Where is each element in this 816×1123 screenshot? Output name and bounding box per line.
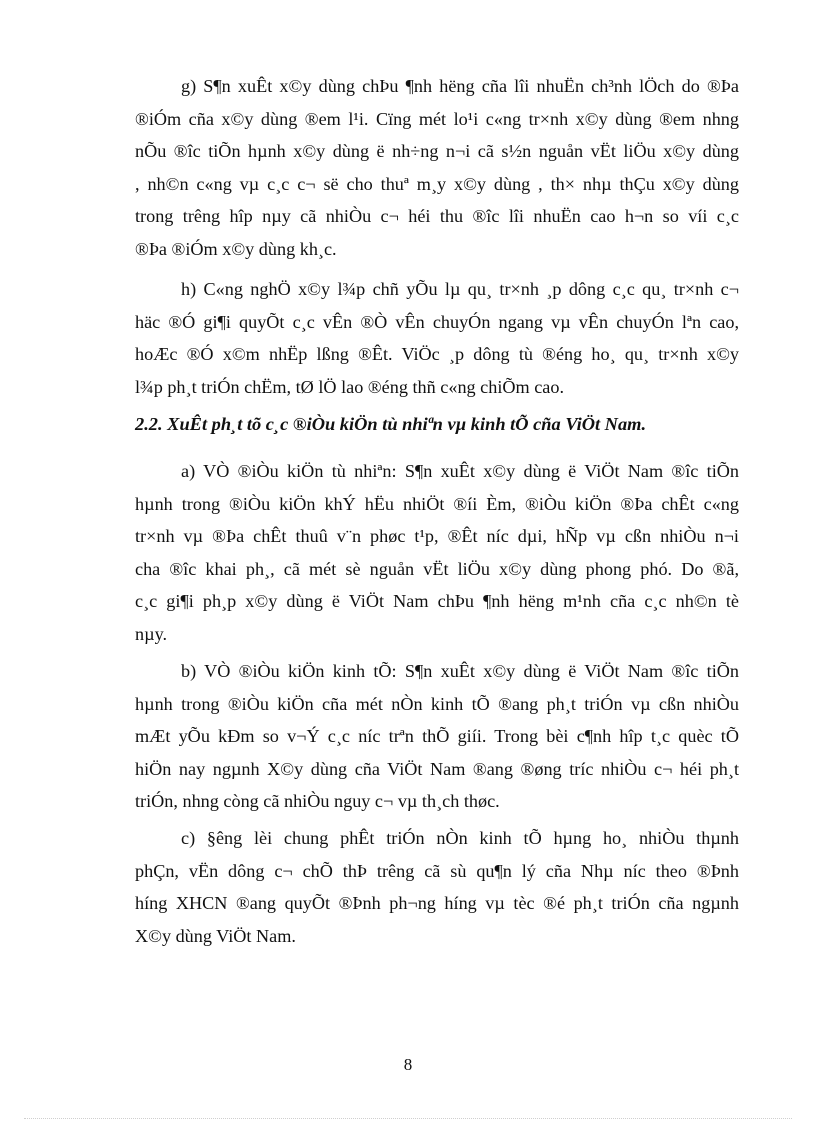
text-line: ®iÓm cña x©y dùng ®em l¹i. Cïng mét lo¹i c«ng tr×nh x©y dùng ®em nhng	[135, 108, 739, 129]
text-line: nÕu ®îc tiÕn hµnh x©y dùng ë nh÷ng n¬i cã s½n nguån vËt liÖu x©y dùng	[135, 141, 739, 162]
text-line: c) §êng lèi chung phÊt triÓn nÒn kinh tÕ hµng ho¸ nhiÒu thµnh	[181, 828, 739, 848]
text-line: hµnh trong ®iÒu kiÖn cña mét nÒn kinh tÕ ®ang ph¸t triÓn vµ cßn nhiÒu	[135, 693, 739, 714]
text-line: , nh©n c«ng vµ c¸c c¬ së cho thuª m¸y x©y dùng , th× nhµ thÇu x©y dùng	[135, 173, 739, 194]
text-line: X©y dùng ViÖt Nam.	[135, 925, 296, 946]
text-line: phÇn, vËn dông c¬ chÕ thÞ trêng cã sù qu¶n lý cña Nhµ níc theo ®Þnh	[135, 860, 739, 881]
text-line: ®Þa ®iÓm x©y dùng kh¸c.	[135, 238, 337, 259]
text-line: tr×nh vµ ®Þa chÊt thuû v¨n phøc t¹p, ®Êt níc dµi, hÑp vµ cßn nhiÒu n¬i	[135, 526, 739, 547]
paragraph-c	[135, 822, 739, 952]
page-bottom-divider	[24, 1118, 792, 1119]
paragraph-h	[135, 273, 739, 403]
text-line: hiÖn nay ngµnh X©y dùng cña ViÖt Nam ®ang ®øng tríc nhiÒu c¬ héi ph¸t	[135, 758, 739, 779]
text-line: cha ®îc khai ph¸, cã mét sè nguån vËt liÖu x©y dùng phong phó. Do ®ã,	[135, 558, 739, 579]
paragraph-b	[135, 655, 739, 818]
paragraph-g	[135, 70, 739, 266]
text-line: nµy.	[135, 623, 168, 644]
text-line: hoÆc ®Ó x©m nhËp lßng ®Êt. ViÖc ¸p dông tù ®éng ho¸ qu¸ tr×nh x©y	[135, 344, 739, 365]
page-number: 8	[403, 1055, 413, 1074]
text-line: triÓn, nhng còng cã nhiÒu nguy c¬ vµ th¸ch thøc.	[135, 791, 500, 812]
text-line: a) VÒ ®iÒu kiÖn tù nhiªn: S¶n xuÊt x©y dùng ë ViÖt Nam ®îc tiÕn	[181, 461, 739, 481]
text-line: hµnh trong ®iÒu kiÖn khÝ hËu nhiÖt ®íi Èm, ®iÒu kiÖn ®Þa chÊt c«ng	[135, 493, 739, 514]
text-line: g) S¶n xuÊt x©y dùng chÞu ¶nh hëng cña lîi nhuËn ch³nh lÖch do ®Þa	[181, 76, 739, 96]
text-line: b) VÒ ®iÒu kiÖn kinh tÕ: S¶n xuÊt x©y dùng ë ViÖt Nam ®îc tiÕn	[181, 661, 739, 681]
text-line: l¾p ph¸t triÓn chËm, tØ lÖ lao ®éng thñ c«ng chiÕm cao.	[135, 376, 565, 397]
paragraph-a	[135, 455, 739, 651]
text-line: híng XHCN ®ang quyÕt ®Þnh ph¬ng híng vµ tèc ®é ph¸t triÓn cña ngµnh	[135, 893, 739, 914]
text-line: c¸c gi¶i ph¸p x©y dùng ë ViÖt Nam chÞu ¶nh hëng m¹nh cña c¸c nh©n tè	[135, 591, 739, 612]
text-line: häc ®Ó gi¶i quyÕt c¸c vÊn ®Ò vÊn chuyÓn ngang vµ vÊn chuyÓn lªn cao,	[135, 311, 739, 332]
section-heading: 2.2. XuÊt ph¸t tõ c¸c ®iÒu kiÖn tù nhiªn vµ kinh tÕ cña ViÖt Nam.	[135, 414, 647, 434]
text-line: h) C«ng nghÖ x©y l¾p chñ yÕu lµ qu¸ tr×nh ¸p dông c¸c qu¸ tr×nh c¬	[181, 279, 739, 299]
text-line: trong trêng hîp nµy cã nhiÒu c¬ héi thu ®îc lîi nhuËn cao h¬n so víi c¸c	[135, 206, 739, 227]
text-line: mÆt yÕu kÐm so v¬Ý c¸c níc trªn thÕ giíi. Trong bèi c¶nh hîp t¸c quèc tÕ	[135, 726, 739, 747]
